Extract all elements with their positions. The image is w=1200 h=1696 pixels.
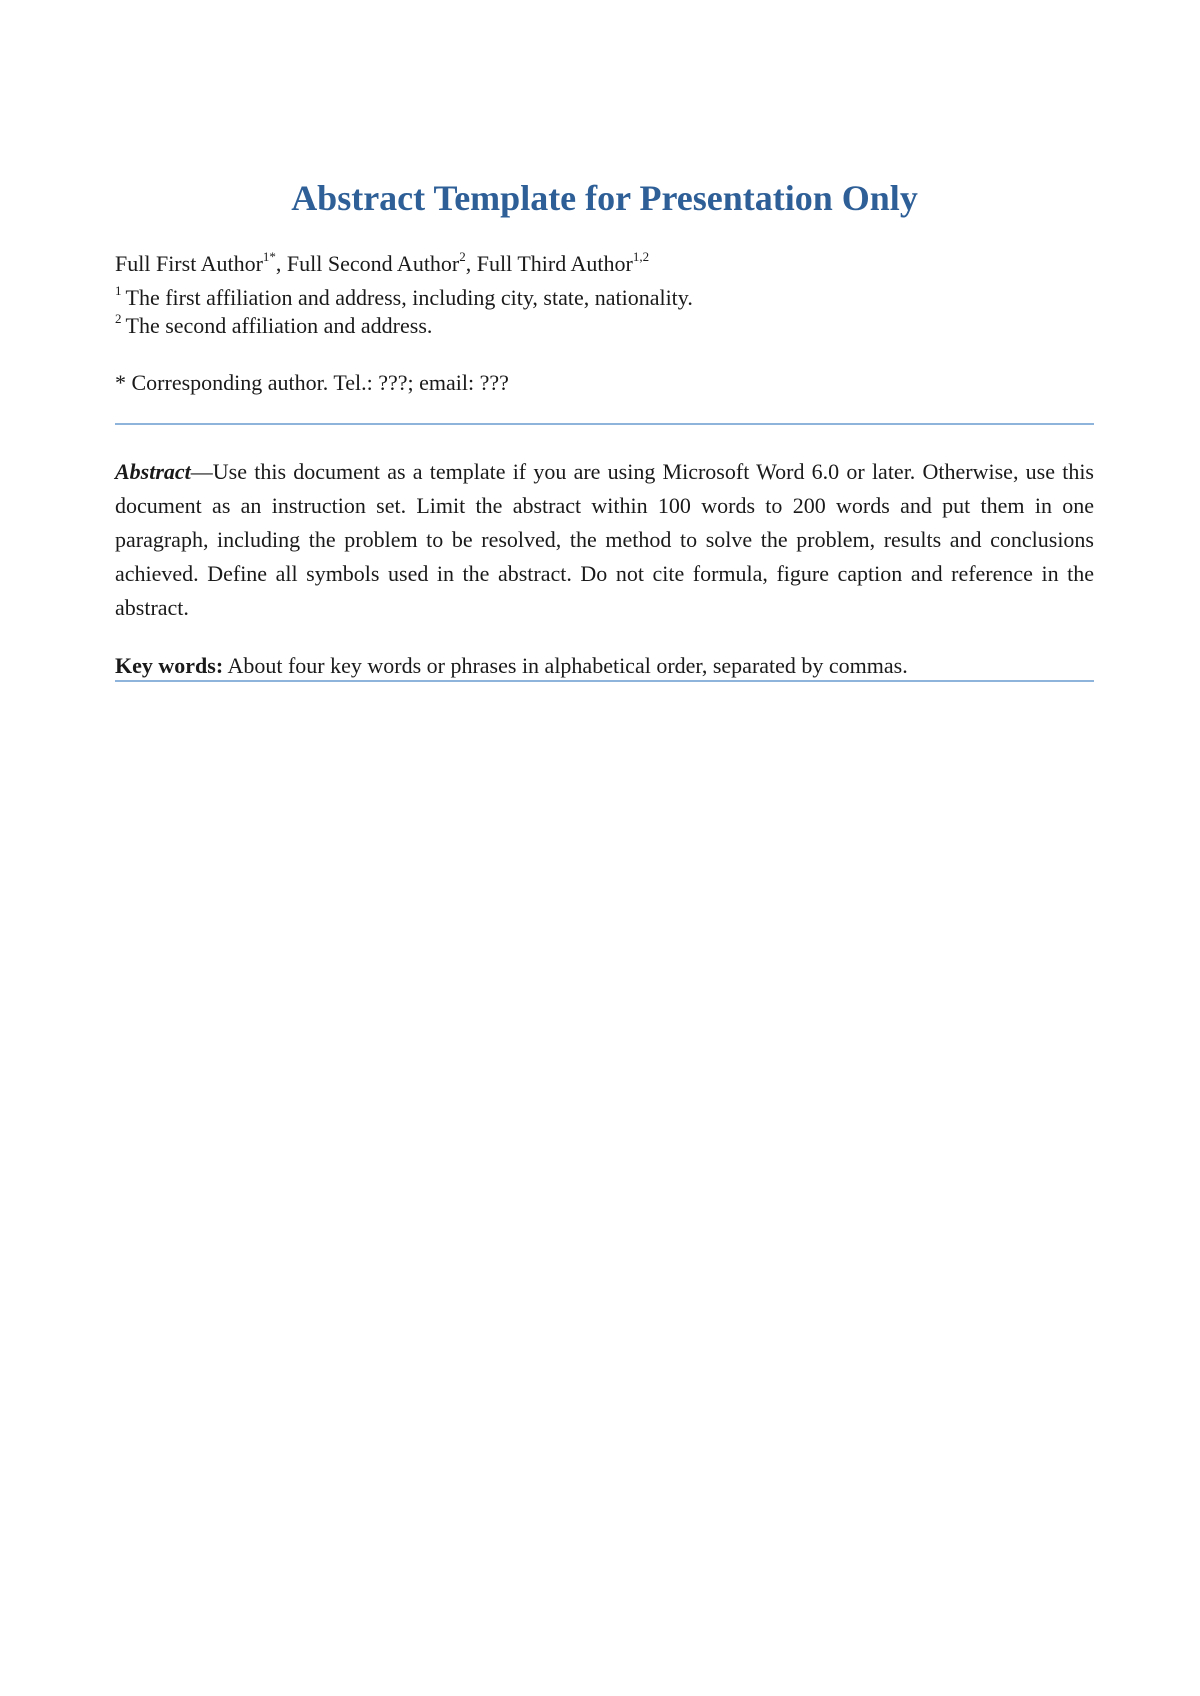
abstract-paragraph xyxy=(115,455,1094,625)
keywords-text: About four key words or phrases in alphabetical order, separated by commas. xyxy=(223,653,908,678)
author-superscript: 2 xyxy=(459,248,466,264)
document-title: Abstract Template for Presentation Only xyxy=(291,178,918,218)
author-superscript: 1,2 xyxy=(632,248,650,264)
affiliation-text: The second affiliation and address. xyxy=(125,313,433,338)
abstract-label: Abstract xyxy=(115,459,191,484)
author-name: Full First Author xyxy=(115,251,263,276)
author-separator: , xyxy=(275,251,287,276)
corresponding-author: * Corresponding author. Tel.: ???; email: ??? xyxy=(115,370,509,395)
affiliation-1 xyxy=(115,284,1094,312)
author-separator: , xyxy=(465,251,477,276)
abstract-text: Use this document as a template if you are using Microsoft Word 6.0 or later. Otherwise, use this document as an instruction set. Limit the abstract within 100 words to 200 words and put them in one paragraph, including the problem to be resolved, the method to solve the problem, results and conclusions achieved. Define all symbols used in the abstract. Do not cite formula, figure caption and reference in the abstract. xyxy=(115,459,1094,620)
divider-bottom xyxy=(115,680,1094,682)
affiliation-text: The first affiliation and address, including city, state, nationality. xyxy=(125,285,693,310)
keywords-label: Key words: xyxy=(115,653,224,678)
author-name: Full Third Author xyxy=(476,251,633,276)
abstract-dash: — xyxy=(190,459,213,484)
keywords-line xyxy=(115,652,1094,680)
affiliation-superscript: 2 xyxy=(115,310,122,326)
author-list xyxy=(115,250,1094,278)
affiliation-2 xyxy=(115,312,1094,340)
author-superscript: 1* xyxy=(262,248,276,264)
affiliation-superscript: 1 xyxy=(115,282,122,298)
divider-top xyxy=(115,423,1094,425)
author-name: Full Second Author xyxy=(286,251,460,276)
